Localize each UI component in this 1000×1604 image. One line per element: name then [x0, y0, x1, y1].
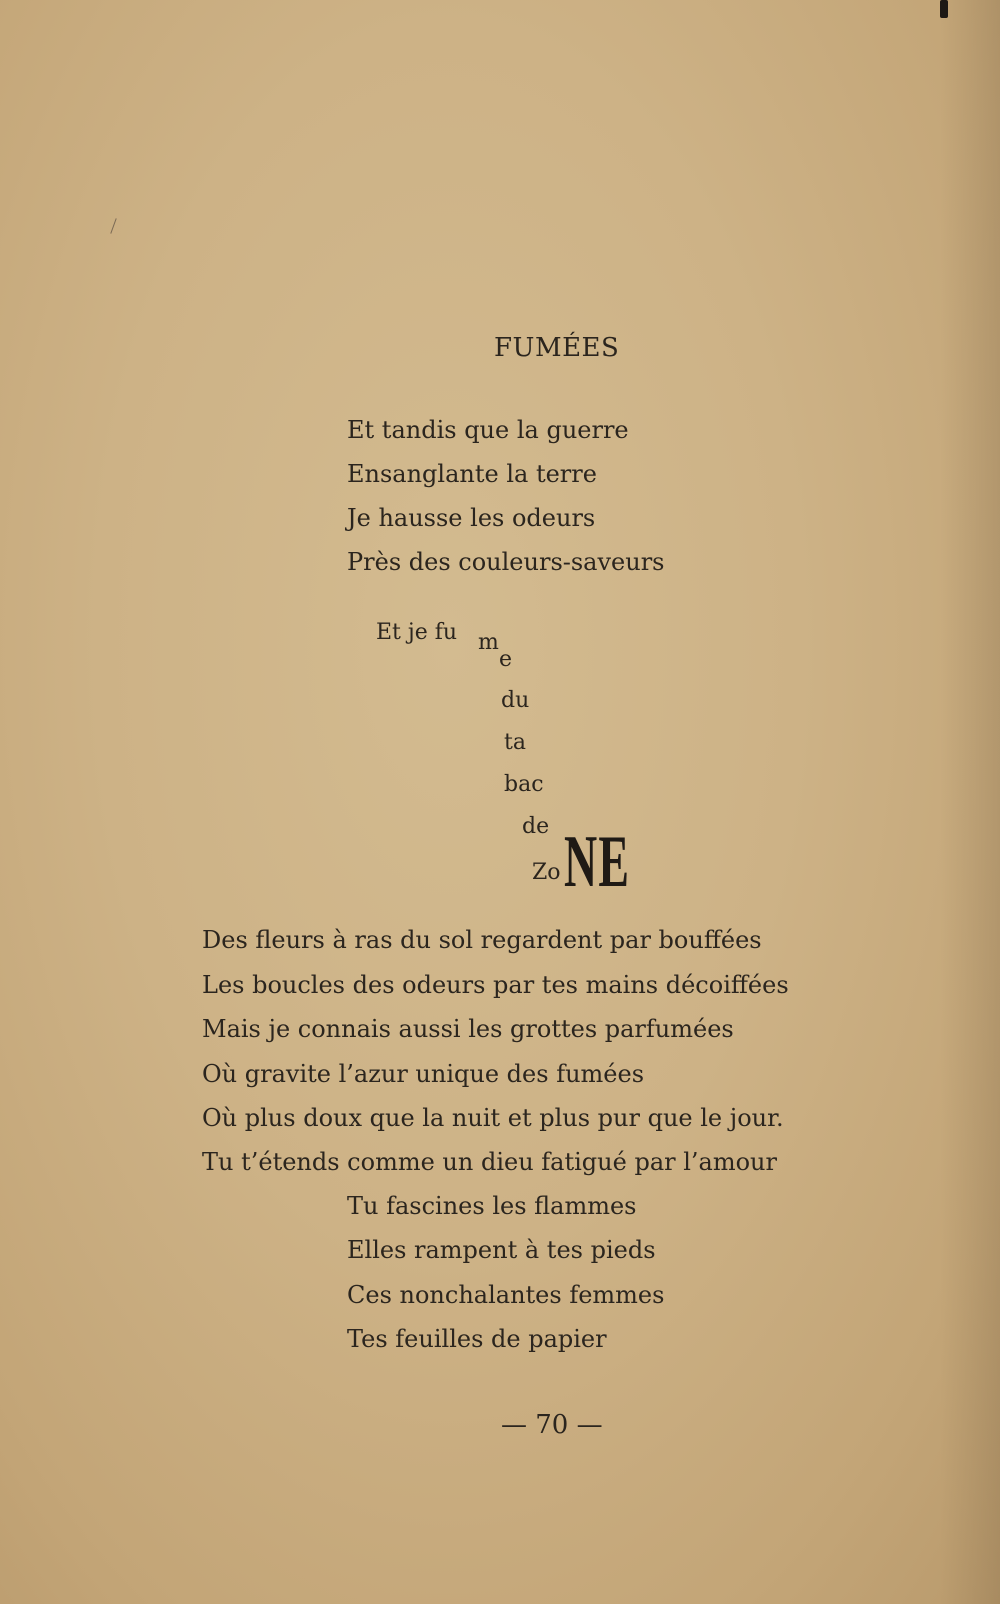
- page-edge-shadow: [940, 0, 1000, 1604]
- poem-line: Mais je connais aussi les grottes parfumées: [202, 1015, 734, 1043]
- poem-line: Près des couleurs-saveurs: [347, 548, 665, 576]
- poem-line: Où plus doux que la nuit et plus pur que le jour.: [202, 1104, 784, 1132]
- calligram-fragment: bac: [504, 772, 544, 797]
- poem-line: Ensanglante la terre: [347, 460, 597, 488]
- poem-line: Les boucles des odeurs par tes mains décoiffées: [202, 971, 789, 999]
- poem-line: Elles rampent à tes pieds: [347, 1236, 656, 1264]
- calligram-fragment: du: [501, 688, 530, 713]
- poem-line: Tes feuilles de papier: [347, 1325, 607, 1353]
- poem-line: Tu t’étends comme un dieu fatigué par l’amour: [202, 1148, 777, 1176]
- poem-title: FUMÉES: [494, 333, 620, 363]
- pencil-mark: [110, 218, 116, 233]
- poem-line: Je hausse les odeurs: [347, 504, 596, 532]
- poem-line: Tu fascines les flammes: [347, 1192, 637, 1220]
- calligram-fragment: m: [478, 630, 499, 655]
- ink-speck: [940, 0, 948, 18]
- calligram-line: Et je fu: [376, 620, 458, 645]
- page-number: — 70 —: [501, 1410, 603, 1440]
- poem-line: Ces nonchalantes femmes: [347, 1281, 665, 1309]
- calligram-fragment: de: [522, 814, 550, 839]
- poem-line: Des fleurs à ras du sol regardent par bouffées: [202, 926, 762, 954]
- calligram-large-letters: NE: [564, 821, 631, 903]
- calligram-fragment: ta: [504, 730, 526, 755]
- calligram-fragment: e: [499, 647, 513, 672]
- poem-line: Où gravite l’azur unique des fumées: [202, 1060, 645, 1088]
- poem-line: Et tandis que la guerre: [347, 416, 629, 444]
- calligram-fragment: Zo: [532, 860, 561, 885]
